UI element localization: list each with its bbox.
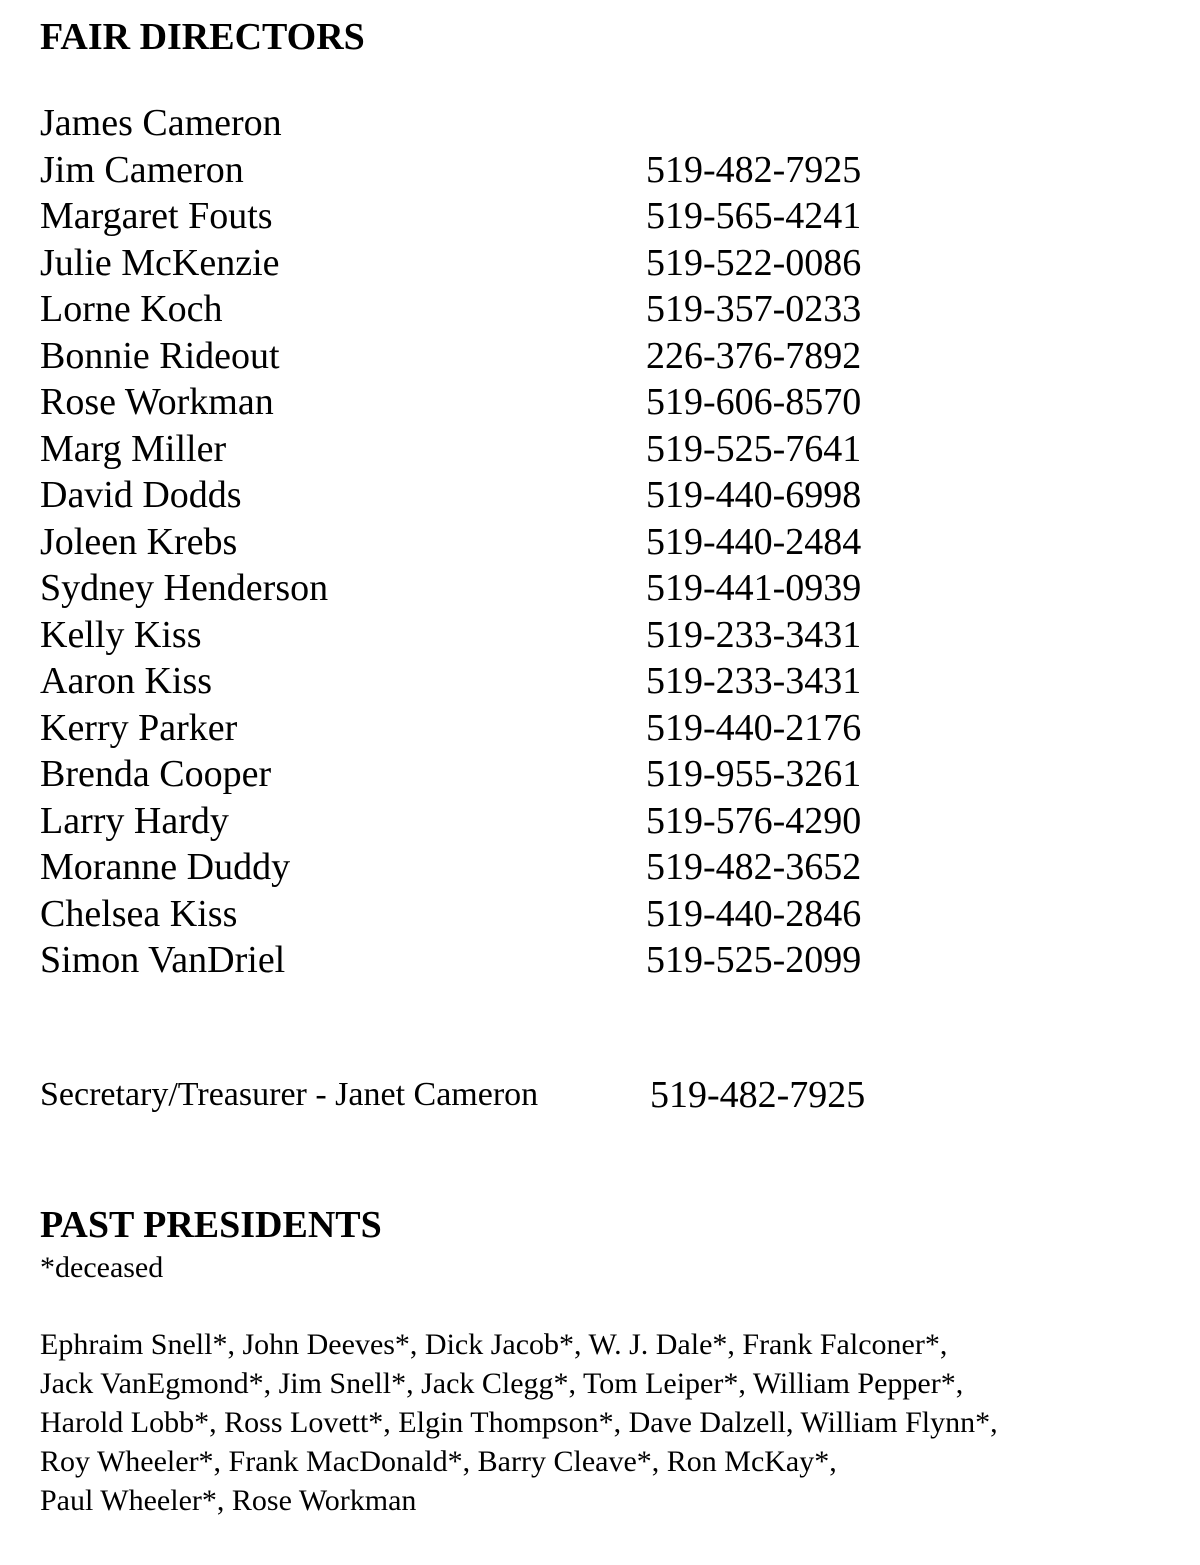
director-name: Bonnie Rideout: [40, 334, 280, 377]
past-presidents-line: Jack VanEgmond*, Jim Snell*, Jack Clegg*, Tom Leiper*, William Pepper*,: [40, 1367, 964, 1400]
director-name: Kerry Parker: [40, 706, 238, 749]
director-phone: 519-565-4241: [646, 195, 862, 237]
director-phone: 519-357-0233: [646, 288, 862, 330]
past-presidents-list: [40, 1325, 998, 1520]
past-presidents-heading: PAST PRESIDENTS: [40, 1204, 382, 1246]
director-row: [40, 472, 940, 519]
director-name: Marg Miller: [40, 427, 227, 470]
director-name: James Cameron: [40, 102, 282, 144]
director-phone: 519-440-2846: [646, 892, 862, 935]
director-row: [40, 565, 940, 612]
director-row: [40, 844, 940, 891]
director-row: [40, 333, 940, 380]
director-row: [40, 286, 940, 333]
director-phone: 519-440-2176: [646, 706, 862, 749]
director-row: [40, 100, 940, 147]
director-row: [40, 798, 940, 845]
director-phone: 519-955-3261: [646, 753, 862, 795]
director-phone: 519-525-7641: [646, 427, 862, 470]
director-name: Lorne Koch: [40, 288, 223, 330]
director-name: Moranne Duddy: [40, 846, 291, 888]
director-name: Sydney Henderson: [40, 567, 329, 609]
director-row: [40, 193, 940, 240]
director-name: Kelly Kiss: [40, 613, 202, 656]
director-row: [40, 519, 940, 566]
past-presidents-line: Paul Wheeler*, Rose Workman: [40, 1484, 417, 1517]
director-phone: 519-525-2099: [646, 939, 862, 981]
director-row: [40, 937, 940, 984]
director-name: Jim Cameron: [40, 148, 244, 191]
director-phone: 519-522-0086: [646, 241, 862, 284]
director-name: Joleen Krebs: [40, 520, 238, 563]
director-name: Margaret Fouts: [40, 195, 273, 237]
director-row: [40, 379, 940, 426]
director-row: [40, 751, 940, 798]
director-name: Aaron Kiss: [40, 660, 213, 702]
director-row: [40, 705, 940, 752]
director-phone: 519-482-3652: [646, 846, 862, 888]
director-phone: 226-376-7892: [646, 334, 862, 377]
director-phone: 519-576-4290: [646, 799, 862, 842]
directors-heading: FAIR DIRECTORS: [40, 16, 365, 58]
secretary-treasurer-label: Secretary/Treasurer - Janet Cameron: [40, 1076, 539, 1113]
director-phone: 519-440-2484: [646, 520, 862, 563]
director-row: [40, 612, 940, 659]
director-name: David Dodds: [40, 474, 242, 516]
director-phone: 519-606-8570: [646, 381, 862, 423]
director-row: [40, 426, 940, 473]
director-name: Brenda Cooper: [40, 753, 272, 795]
director-phone: 519-233-3431: [646, 613, 862, 656]
director-row: [40, 240, 940, 287]
past-presidents-line: Harold Lobb*, Ross Lovett*, Elgin Thompson*, Dave Dalzell, William Flynn*,: [40, 1406, 998, 1439]
deceased-note: *deceased: [40, 1251, 164, 1284]
director-phone: 519-440-6998: [646, 474, 862, 516]
director-row: [40, 147, 940, 194]
director-row: [40, 891, 940, 938]
director-phone: 519-233-3431: [646, 660, 862, 702]
director-name: Rose Workman: [40, 381, 274, 423]
secretary-treasurer-phone: 519-482-7925: [650, 1074, 866, 1116]
director-name: Simon VanDriel: [40, 939, 286, 981]
director-name: Julie McKenzie: [40, 241, 280, 284]
past-presidents-line: Roy Wheeler*, Frank MacDonald*, Barry Cleave*, Ron McKay*,: [40, 1445, 837, 1478]
director-row: [40, 658, 940, 705]
director-name: Larry Hardy: [40, 799, 229, 842]
secretary-treasurer-line: [40, 1072, 940, 1118]
past-presidents-line: Ephraim Snell*, John Deeves*, Dick Jacob*, W. J. Dale*, Frank Falconer*,: [40, 1328, 948, 1361]
director-phone: 519-482-7925: [646, 148, 862, 191]
director-name: Chelsea Kiss: [40, 892, 238, 935]
directors-list: [40, 100, 940, 984]
director-phone: 519-441-0939: [646, 567, 862, 609]
